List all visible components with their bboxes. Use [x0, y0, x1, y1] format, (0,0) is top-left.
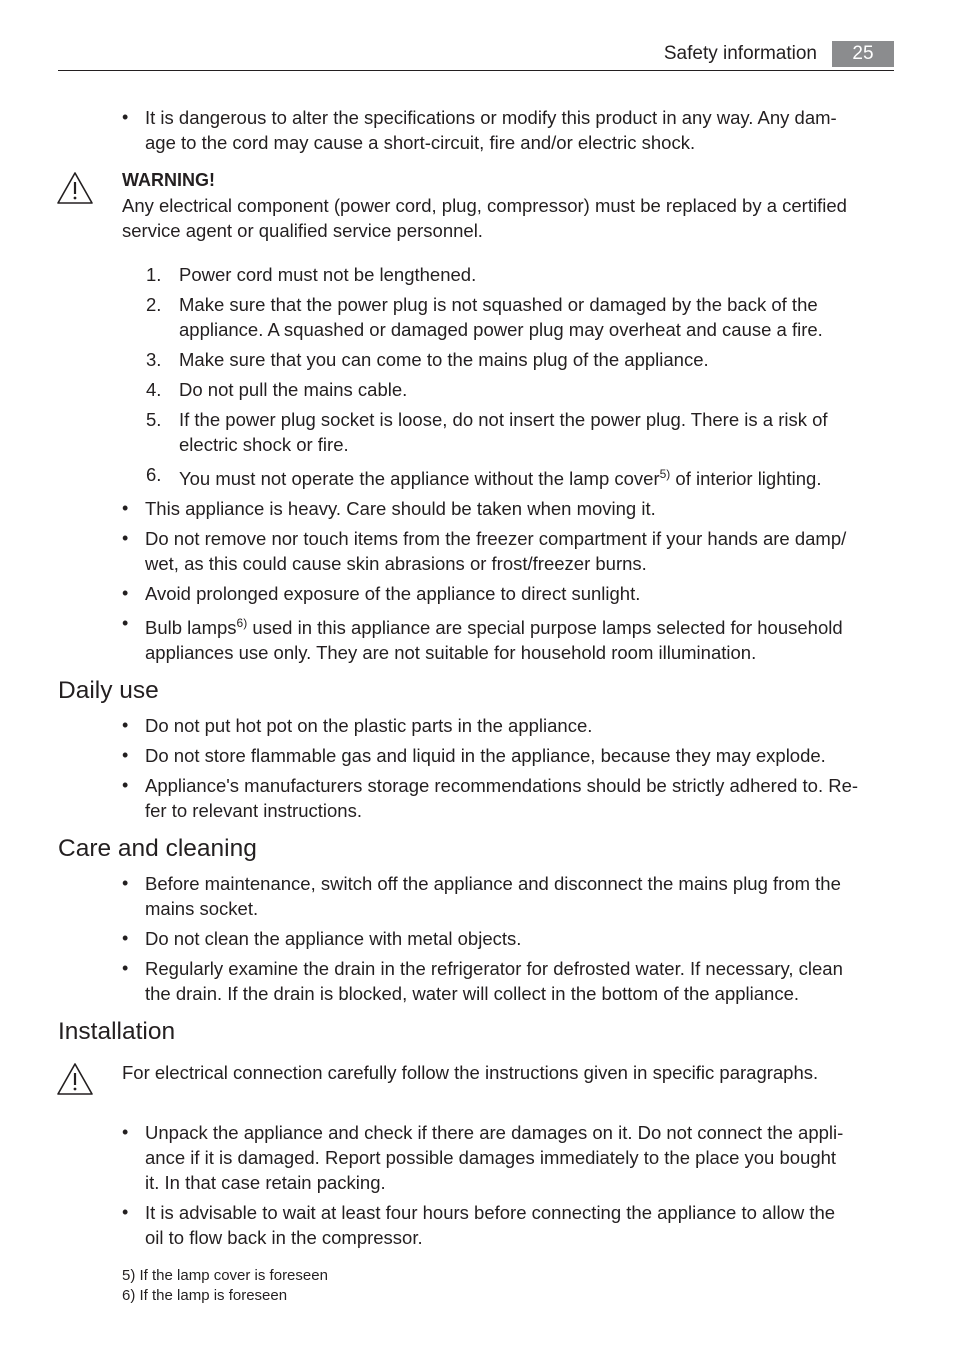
bullet-line: fer to relevant instructions.	[145, 800, 362, 821]
list-item: Do not pull the mains cable.	[179, 379, 408, 400]
bullet-marker: •	[122, 528, 129, 548]
bullet-line: Appliance's manufacturers storage recommendations should be strictly adhered to. Re-	[145, 775, 859, 796]
bullet-marker: •	[122, 583, 129, 603]
bullet-text: Bulb lamps	[145, 617, 237, 638]
header-divider	[58, 70, 894, 71]
section-heading-daily-use: Daily use	[58, 677, 159, 704]
bullet-line: ance if it is damaged. Report possible damages immediately to the place you bought	[145, 1147, 837, 1168]
bullet-line: wet, as this could cause skin abrasions or frost/freezer burns.	[145, 553, 647, 574]
section-heading-care-and-cleaning: Care and cleaning	[58, 835, 257, 862]
caution-text: For electrical connection carefully follow the instructions given in specific paragraphs.	[122, 1062, 819, 1083]
bullet-marker: •	[122, 613, 129, 633]
warning-triangle-icon	[56, 171, 94, 205]
bullet-line: Do not store flammable gas and liquid in the appliance, because they may explode.	[145, 745, 826, 766]
list-number: 1.	[146, 264, 162, 285]
bullet-marker: •	[122, 1122, 129, 1142]
section-heading-installation: Installation	[58, 1018, 176, 1045]
warning-text: service agent or qualified service personnel.	[122, 220, 483, 241]
list-item: Power cord must not be lengthened.	[179, 264, 477, 285]
bullet-marker: •	[122, 873, 129, 893]
bullet-marker: •	[122, 745, 129, 765]
bullet-marker: •	[122, 775, 129, 795]
list-item	[179, 466, 821, 491]
list-item: appliance. A squashed or damaged power plug may overheat and cause a fire.	[179, 319, 823, 340]
list-number: 6.	[146, 464, 162, 485]
bullet-marker: •	[122, 498, 129, 518]
bullet-line: Do not put hot pot on the plastic parts in the appliance.	[145, 715, 593, 736]
list-item-text: of interior lighting.	[670, 468, 822, 489]
footnote-ref: 5)	[659, 467, 671, 481]
bullet-line: oil to flow back in the compressor.	[145, 1227, 423, 1248]
bullet-marker: •	[122, 715, 129, 735]
warning-text: Any electrical component (power cord, plug, compressor) must be replaced by a certified	[122, 195, 847, 216]
bullet-line: appliances use only. They are not suitable for household room illumination.	[145, 642, 757, 663]
bullet-marker: •	[122, 107, 129, 127]
list-number: 2.	[146, 294, 162, 315]
warning-label: WARNING!	[122, 170, 215, 190]
list-item: electric shock or fire.	[179, 434, 349, 455]
bullet-line: Do not remove nor touch items from the freezer compartment if your hands are damp/	[145, 528, 847, 549]
bullet-line: Regularly examine the drain in the refrigerator for defrosted water. If necessary, clean	[145, 958, 843, 979]
bullet-line: Avoid prolonged exposure of the appliance to direct sunlight.	[145, 583, 641, 604]
intro-bullet-line: age to the cord may cause a short-circuit, fire and/or electric shock.	[145, 132, 696, 153]
bullet-line	[145, 615, 843, 640]
list-number: 4.	[146, 379, 162, 400]
bullet-line: it. In that case retain packing.	[145, 1172, 386, 1193]
footnote: 5) If the lamp cover is foreseen	[122, 1267, 328, 1284]
list-number: 5.	[146, 409, 162, 430]
bullet-line: Do not clean the appliance with metal objects.	[145, 928, 522, 949]
list-item: If the power plug socket is loose, do not insert the power plug. There is a risk of	[179, 409, 828, 430]
bullet-line: It is advisable to wait at least four hours before connecting the appliance to allow the	[145, 1202, 836, 1223]
footnote-ref: 6)	[236, 616, 248, 630]
list-item-text: You must not operate the appliance without the lamp cover	[179, 468, 660, 489]
intro-bullet-line: It is dangerous to alter the specifications or modify this product in any way. Any dam-	[145, 107, 837, 128]
section-title: Safety information	[663, 43, 817, 64]
bullet-line: This appliance is heavy. Care should be taken when moving it.	[145, 498, 656, 519]
bullet-line: Before maintenance, switch off the appliance and disconnect the mains plug from the	[145, 873, 841, 894]
page-number: 25	[832, 41, 894, 67]
bullet-line: mains socket.	[145, 898, 259, 919]
bullet-text: used in this appliance are special purpose lamps selected for household	[247, 617, 843, 638]
bullet-marker: •	[122, 928, 129, 948]
bullet-marker: •	[122, 958, 129, 978]
bullet-line: the drain. If the drain is blocked, water will collect in the bottom of the appliance.	[145, 983, 800, 1004]
list-item: Make sure that you can come to the mains plug of the appliance.	[179, 349, 709, 370]
bullet-marker: •	[122, 1202, 129, 1222]
footnote: 6) If the lamp is foreseen	[122, 1287, 288, 1304]
list-item: Make sure that the power plug is not squashed or damaged by the back of the	[179, 294, 818, 315]
warning-triangle-icon	[56, 1062, 94, 1096]
list-number: 3.	[146, 349, 162, 370]
bullet-line: Unpack the appliance and check if there are damages on it. Do not connect the appli-	[145, 1122, 844, 1143]
